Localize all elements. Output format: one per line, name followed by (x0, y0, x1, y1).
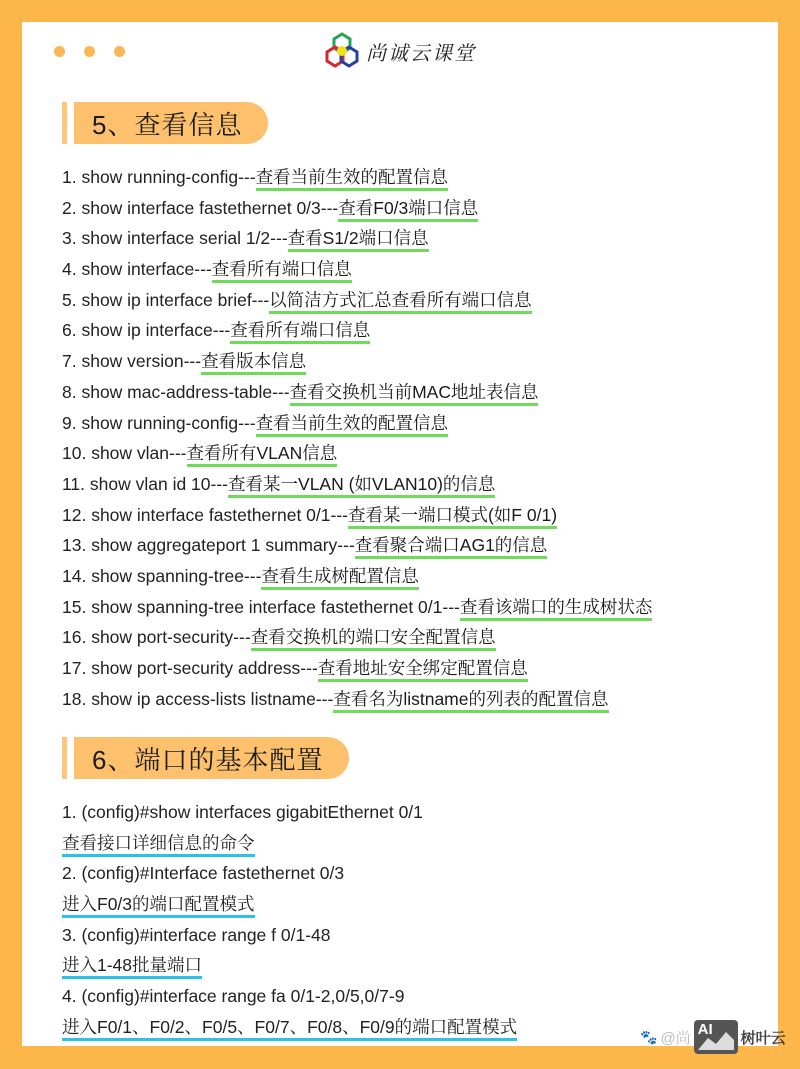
list-item (62, 622, 652, 653)
command-description: 查看聚合端口AG1的信息 (355, 535, 548, 559)
command-description: 查看名为listname的列表的配置信息 (333, 689, 608, 713)
command-description: 查看F0/3端口信息 (338, 198, 478, 222)
mountain-icon (694, 1020, 738, 1054)
list-item (62, 592, 652, 623)
command-description: 查看交换机当前MAC地址表信息 (290, 382, 539, 406)
section-accent-bar (62, 737, 67, 779)
command-text: 2. show interface fastethernet 0/3--- (62, 197, 339, 218)
list-item (62, 346, 652, 377)
list-item (62, 530, 652, 561)
section-title: 6、端口的基本配置 (74, 737, 349, 779)
command-description-line (62, 1012, 517, 1043)
command-description: 以简洁方式汇总查看所有端口信息 (269, 290, 532, 314)
window-dots (54, 46, 125, 57)
list-item (62, 408, 652, 439)
command-line: 4. (config)#interface range fa 0/1-2,0/5,0/7-9 (62, 986, 405, 1007)
command-description: 查看某一VLAN (如VLAN10)的信息 (228, 474, 495, 498)
command-description-line (62, 950, 517, 981)
command-text: 17. show port-security address--- (62, 658, 318, 678)
list-item (62, 500, 652, 531)
command-text: 12. show interface fastethernet 0/1--- (62, 504, 348, 525)
command-text: 9. show running-config--- (62, 412, 256, 433)
list-item (62, 377, 652, 408)
command-line: 1. (config)#show interfaces gigabitEthernet 0/1 (62, 802, 423, 822)
command-text: 4. show interface--- (62, 259, 212, 280)
brand-header (324, 32, 476, 70)
command-text: 3. show interface serial 1/2--- (62, 228, 288, 249)
dot-icon (54, 46, 65, 57)
brand-name: 尚诚云课堂 (366, 40, 476, 65)
watermark-prefix: @尚 (660, 1029, 691, 1047)
command-description: 进入1-48批量端口 (62, 955, 202, 979)
command-text: 15. show spanning-tree interface fastethernet 0/1--- (62, 596, 460, 617)
baidu-paw-icon: 🐾 (640, 1028, 658, 1045)
command-text: 6. show ip interface--- (62, 320, 231, 341)
section-accent-bar (62, 102, 67, 144)
command-line: 2. (config)#Interface fastethernet 0/3 (62, 863, 345, 884)
command-description: 查看该端口的生成树状态 (460, 597, 653, 621)
list-item (62, 315, 652, 346)
command-text: 18. show ip access-lists listname--- (62, 688, 334, 709)
command-text: 8. show mac-address-table--- (62, 381, 290, 402)
command-text: 7. show version--- (62, 351, 202, 372)
command-description-line (62, 828, 517, 859)
ai-badge-icon (694, 1020, 738, 1054)
command-description: 查看当前生效的配置信息 (256, 413, 449, 437)
command-description: 查看地址安全绑定配置信息 (318, 658, 528, 682)
command-description: 查看生成树配置信息 (261, 566, 419, 590)
command-description-line (62, 889, 517, 920)
view-info-command-list (62, 162, 652, 714)
list-item (62, 162, 652, 193)
dot-icon (114, 46, 125, 57)
command-description: 查看接口详细信息的命令 (62, 833, 255, 857)
list-item (62, 193, 652, 224)
command-description: 查看交换机的端口安全配置信息 (251, 627, 496, 651)
list-item (62, 653, 652, 684)
list-item (62, 438, 652, 469)
content-card (22, 22, 778, 1046)
brand-logo-icon (324, 32, 360, 70)
command-description: 查看所有端口信息 (230, 320, 370, 344)
command-line: 3. (config)#interface range f 0/1-48 (62, 924, 331, 945)
watermark-name: 树叶云 (740, 1029, 786, 1047)
watermark (640, 1020, 786, 1054)
list-item (62, 223, 652, 254)
command-text: 5. show ip interface brief--- (62, 289, 270, 310)
dot-icon (84, 46, 95, 57)
ai-badge-text: AI (697, 1021, 713, 1038)
command-description: 查看当前生效的配置信息 (256, 167, 449, 191)
command-description: 查看版本信息 (201, 351, 306, 375)
command-description: 查看某一端口模式(如F 0/1) (348, 505, 557, 529)
command-description: 查看所有VLAN信息 (187, 443, 338, 467)
list-item (62, 285, 652, 316)
section-title: 5、查看信息 (74, 102, 268, 144)
command-text: 11. show vlan id 10--- (62, 473, 229, 494)
command-description: 查看S1/2端口信息 (288, 228, 429, 252)
command-text: 14. show spanning-tree--- (62, 565, 262, 586)
command-text: 10. show vlan--- (62, 443, 187, 464)
list-item (62, 254, 652, 285)
section-heading-port-config (62, 737, 349, 779)
command-description: 查看所有端口信息 (212, 259, 352, 283)
list-item (62, 684, 652, 715)
command-description: 进入F0/3的端口配置模式 (62, 894, 255, 918)
command-text: 1. show running-config--- (62, 167, 256, 187)
list-item (62, 469, 652, 500)
command-text: 13. show aggregateport 1 summary--- (62, 535, 355, 556)
list-item (62, 561, 652, 592)
command-text: 16. show port-security--- (62, 627, 251, 648)
command-description: 进入F0/1、F0/2、F0/5、F0/7、F0/8、F0/9的端口配置模式 (62, 1017, 517, 1041)
section-heading-view-info (62, 102, 268, 144)
port-config-command-list (62, 797, 517, 1043)
